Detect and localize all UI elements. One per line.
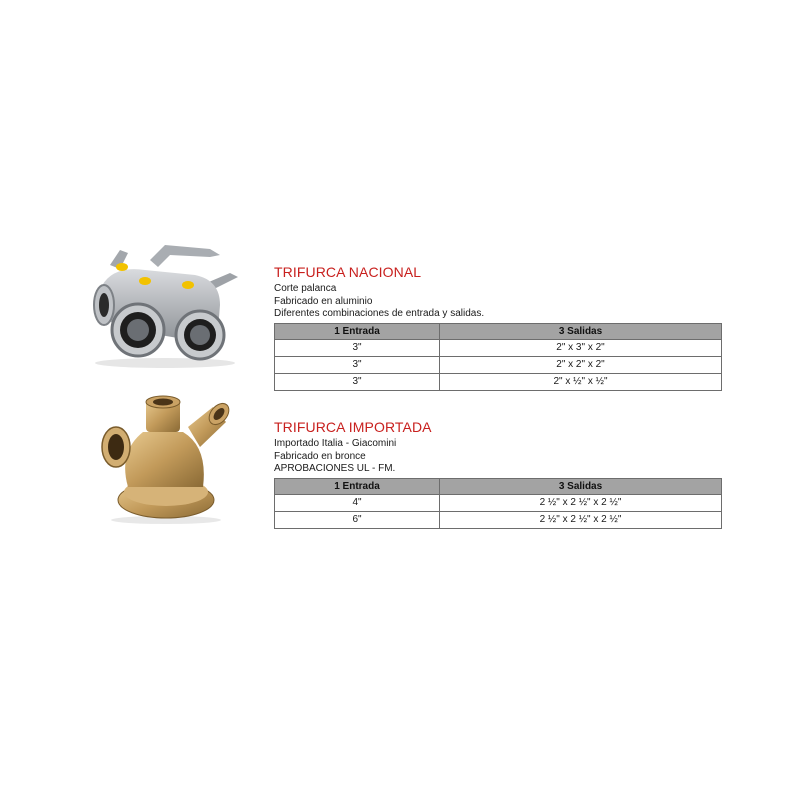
column-header-salidas: 3 Salidas (440, 478, 722, 494)
cell-entrada: 6" (275, 511, 440, 528)
table-header-row (275, 478, 722, 494)
aluminum-trifurca-image (70, 235, 250, 370)
product-feature: APROBACIONES UL - FM. (274, 463, 396, 474)
product-trifurca-nacional (274, 264, 722, 391)
cell-salidas: 2" x ½" x ½" (440, 373, 722, 390)
table-row (275, 511, 722, 528)
product-feature: Fabricado en bronce (274, 450, 366, 462)
product-feature: Fabricado en aluminio (274, 295, 373, 307)
cell-salidas: 2 ½" x 2 ½" x 2 ½" (440, 494, 722, 511)
product-feature: Corte palanca (274, 283, 337, 294)
table-row (275, 356, 722, 373)
cell-salidas: 2" x 2" x 2" (440, 356, 722, 373)
cell-entrada: 3" (275, 339, 440, 356)
column-header-entrada: 1 Entrada (275, 478, 440, 494)
table-row (275, 494, 722, 511)
product-feature: Diferentes combinaciones de entrada y salidas. (274, 308, 485, 319)
cell-entrada: 4" (275, 494, 440, 511)
cell-salidas: 2 ½" x 2 ½" x 2 ½" (440, 511, 722, 528)
product-feature: Importado Italia - Giacomini (274, 438, 397, 449)
table-row (275, 373, 722, 390)
cell-salidas: 2" x 3" x 2" (440, 339, 722, 356)
specs-table (274, 323, 722, 391)
product-title: TRIFURCA NACIONAL (274, 264, 422, 280)
specs-table (274, 478, 722, 529)
table-header-row (275, 323, 722, 339)
cell-entrada: 3" (275, 373, 440, 390)
cell-entrada: 3" (275, 356, 440, 373)
bronze-trifurca-image (88, 392, 238, 527)
product-title: TRIFURCA IMPORTADA (274, 419, 432, 435)
table-row (275, 339, 722, 356)
column-header-entrada: 1 Entrada (275, 323, 440, 339)
column-header-salidas: 3 Salidas (440, 323, 722, 339)
product-trifurca-importada (274, 419, 722, 529)
